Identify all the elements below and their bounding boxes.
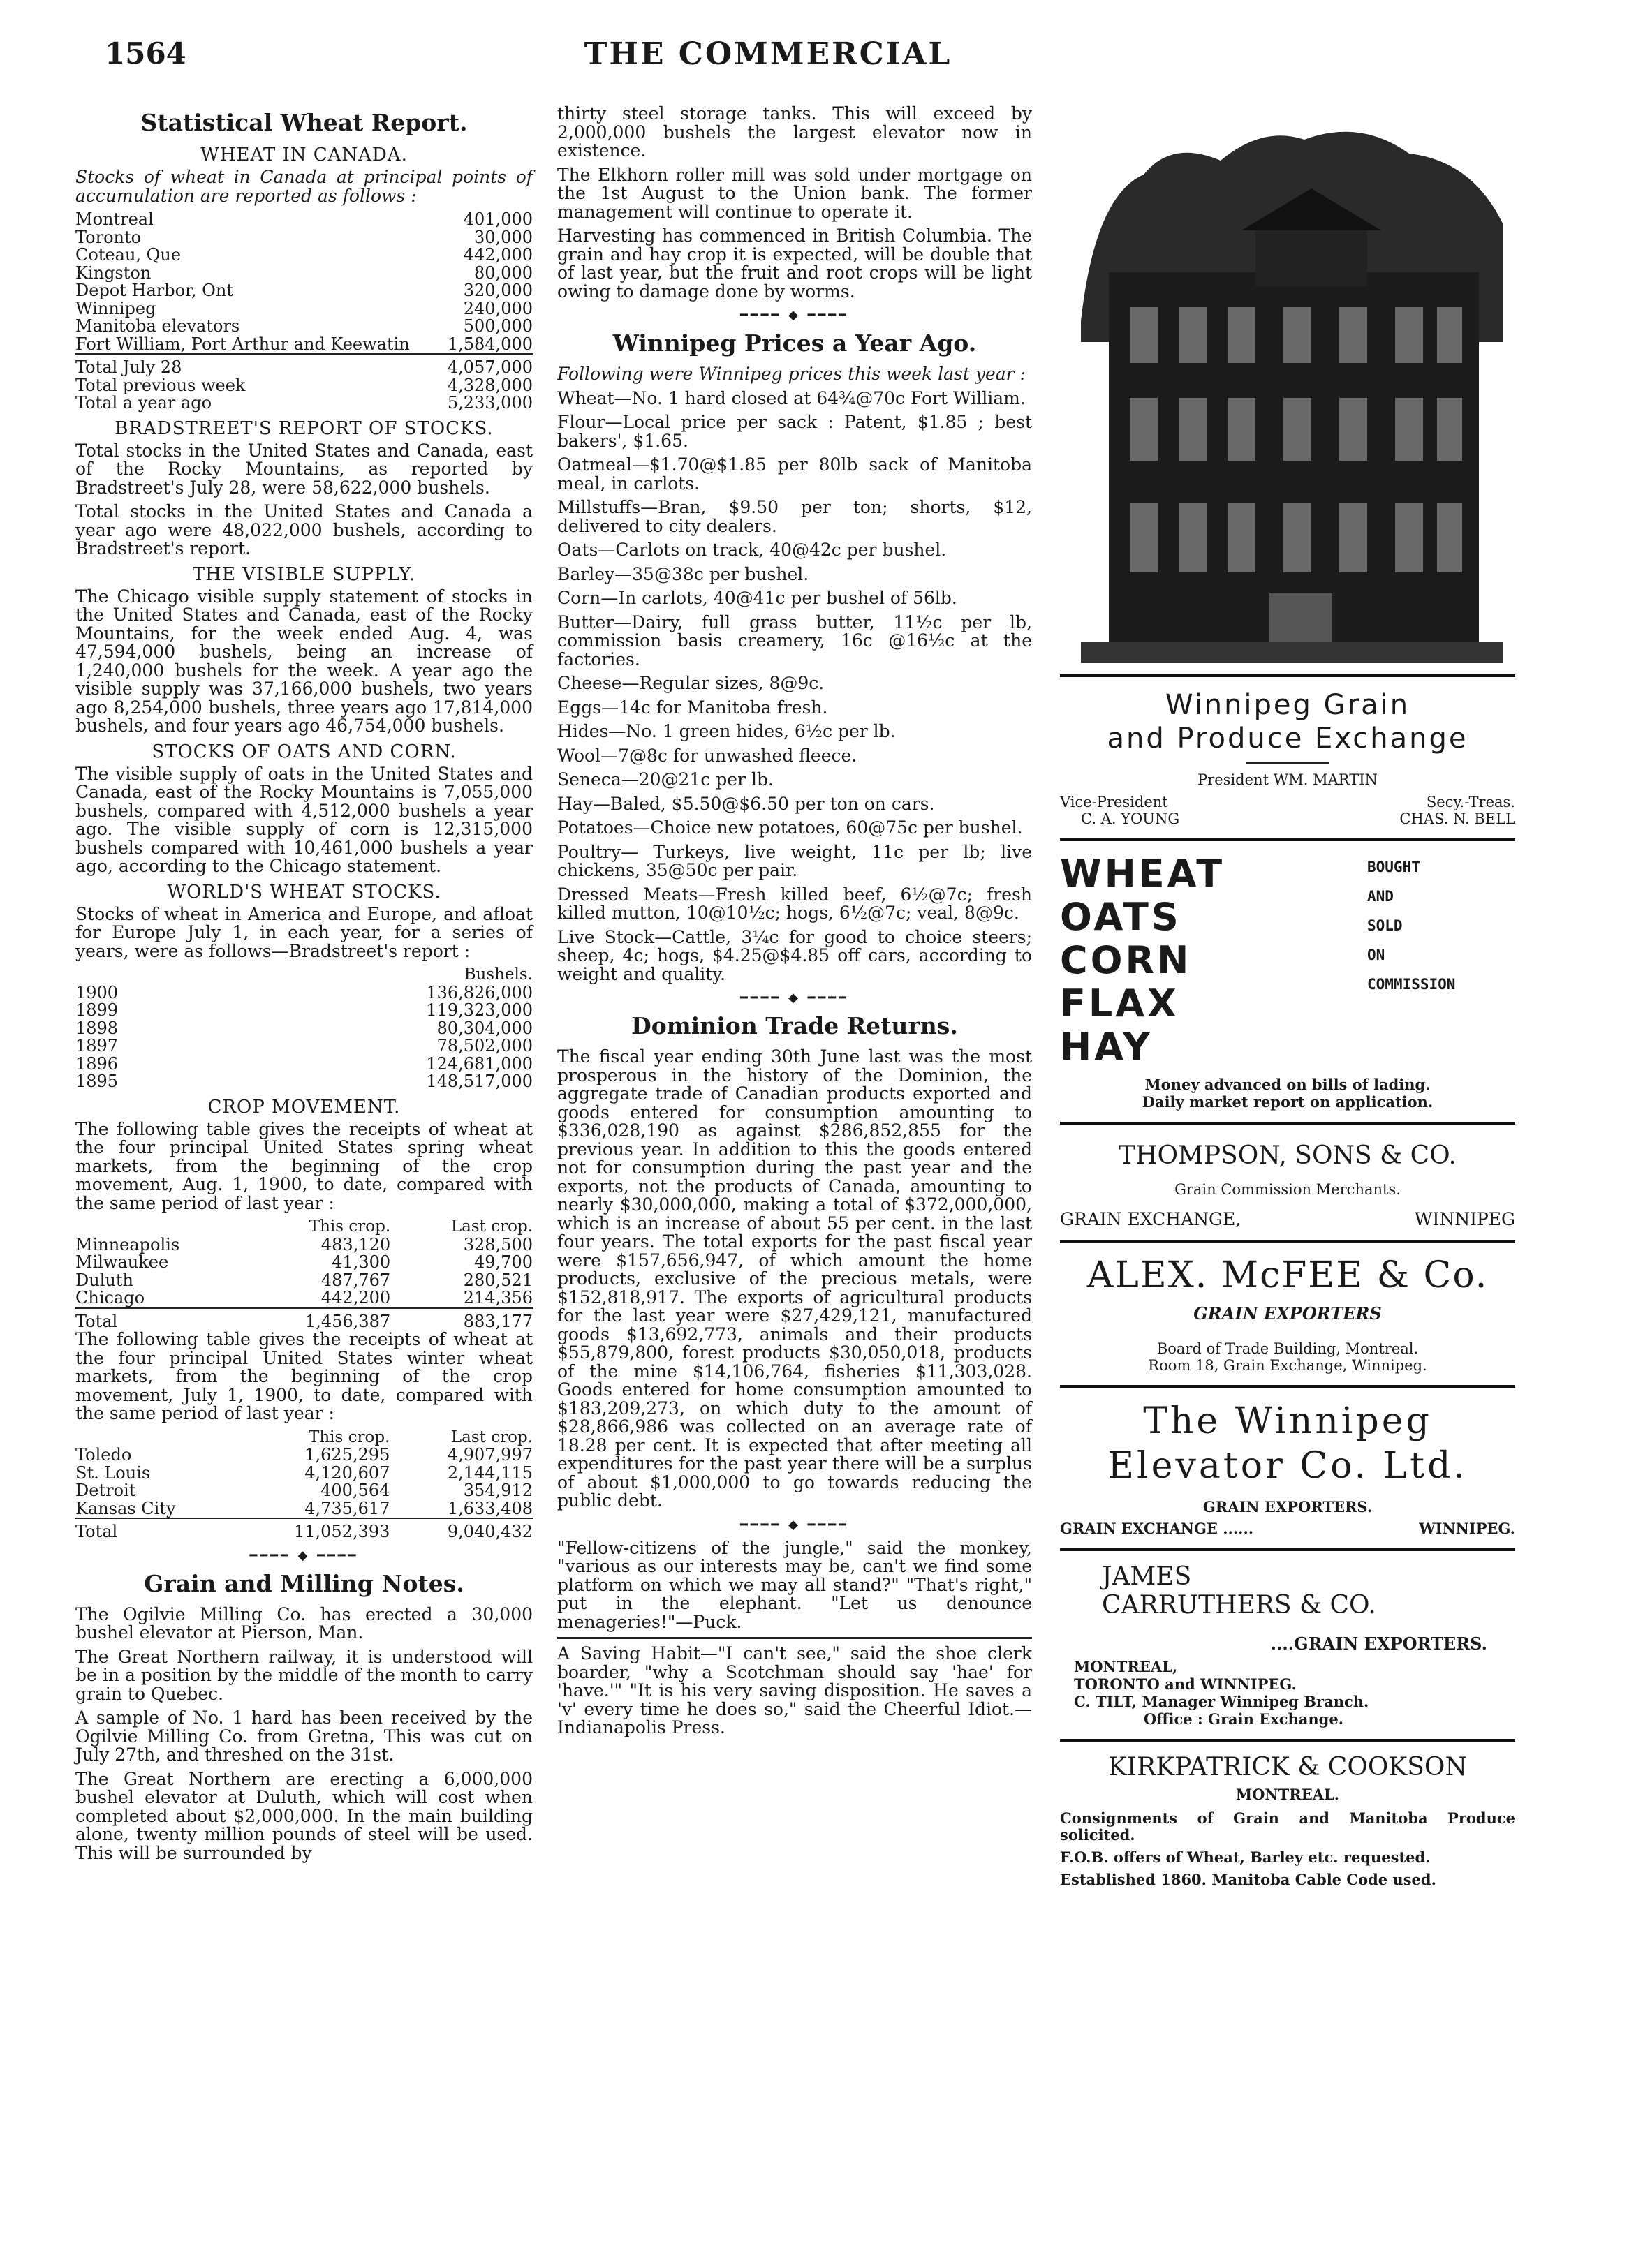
- price-item: Cheese—Regular sizes, 8@9c.: [557, 673, 825, 693]
- price-item: Oatmeal—$1.70@$1.85 per 80lb sack of Manitoba meal, in carlots.: [557, 454, 1032, 494]
- table-row: [75, 246, 533, 265]
- mcfee-line1: Board of Trade Building, Montreal.: [1156, 1340, 1419, 1357]
- grain-note-para: The Great Northern railway, it is understood will be in a position by the middle of the month to carry grain to Quebec.: [75, 1646, 533, 1704]
- row-label: 1900: [75, 984, 119, 1002]
- row-label: Kingston: [75, 264, 152, 282]
- row-value: 4,907,997: [447, 1445, 533, 1465]
- row-label: 1897: [75, 1037, 119, 1055]
- row-label: 1898: [75, 1019, 119, 1037]
- carruthers-mgr: C. TILT, Manager Winnipeg Branch.: [1074, 1693, 1369, 1710]
- wheat-canada-table: [75, 211, 533, 413]
- price-item: Wool—7@8c for unwashed fleece.: [557, 745, 857, 766]
- price-item: Millstuffs—Bran, $9.50 per ton; shorts, $12, delivered to city dealers.: [557, 497, 1032, 536]
- row-label: Total: [75, 1311, 118, 1331]
- oats-corn-para: The visible supply of oats in the United States and Canada, east of the Rocky Mountains is 7,055,000 bushels, compared with 4,512,000 bushels a year ago. The visible supply of corn is 12,315,000 bushels compared with 10,461,000 bushels a year ago, according to the Chicago statement.: [75, 763, 533, 876]
- carruthers-office: Office : Grain Exchange.: [1144, 1710, 1344, 1728]
- table-row: [75, 336, 533, 355]
- row-value: 442,200: [320, 1288, 391, 1307]
- carruthers-sub: ....GRAIN EXPORTERS.: [1270, 1633, 1487, 1654]
- row-value: 2,144,115: [447, 1462, 533, 1483]
- price-item: Oats—Carlots on track, 40@42c per bushel.: [557, 540, 947, 560]
- row-value: 1,584,000: [447, 334, 533, 354]
- elevator-right: WINNIPEG.: [1419, 1520, 1515, 1537]
- visible-supply-heading: THE VISIBLE SUPPLY.: [192, 563, 416, 585]
- worlds-stocks-intro: Stocks of wheat in America and Europe, and afloat for Europe July 1, in each year, for a series of years, were as follows—Bradstreet's report :: [75, 903, 533, 961]
- total-row: [75, 1308, 533, 1331]
- divider: [1246, 762, 1329, 764]
- exchange-ad: [1060, 688, 1515, 1111]
- row-label: Toronto: [75, 228, 142, 246]
- money-advanced: Money advanced on bills of lading.: [1144, 1076, 1431, 1093]
- worlds-stocks-table: [75, 966, 533, 1091]
- total-row: [75, 394, 533, 413]
- daily-report: Daily market report on application.: [1142, 1093, 1434, 1111]
- bought-word: COMMISSION: [1367, 976, 1456, 993]
- bought-sold-note: [1367, 852, 1455, 999]
- sec-name: CHAS. N. BELL: [1399, 810, 1515, 827]
- exchange-building-image: [1081, 112, 1503, 663]
- spring-table: [75, 1218, 533, 1331]
- table-header: [75, 1218, 533, 1236]
- table-row: [75, 282, 533, 300]
- row-label: Fort William, Port Arthur and Keewatin: [75, 334, 410, 354]
- row-value: 4,120,607: [304, 1462, 390, 1483]
- row-value: 214,356: [463, 1288, 533, 1307]
- kirkpatrick-l2: F.O.B. offers of Wheat, Barley etc. requested.: [1060, 1848, 1431, 1866]
- divider: [1060, 1240, 1515, 1243]
- mcfee-line2: Room 18, Grain Exchange, Winnipeg.: [1148, 1357, 1427, 1374]
- row-value: 1,633,408: [447, 1498, 533, 1518]
- row-value: 4,735,617: [304, 1498, 390, 1518]
- commodity-item: FLAX: [1060, 981, 1179, 1025]
- kirkpatrick-name: KIRKPATRICK & COOKSON: [1108, 1753, 1467, 1781]
- elevator-sub: GRAIN EXPORTERS.: [1202, 1498, 1373, 1515]
- exchange-president: President WM. MARTIN: [1197, 771, 1378, 788]
- row-label: Depot Harbor, Ont: [75, 282, 233, 300]
- saving-habit-anecdote: A Saving Habit—"I can't see," said the shoe clerk boarder, "why a Scotchman should say 'hae' for 'have.'" "It is his very saving disposition. He saves a 'v' every time he does so," said the Cheerful Idiot.—Indianapolis Press.: [557, 1643, 1032, 1737]
- table-row: [75, 211, 533, 229]
- row-label: Total July 28: [75, 357, 182, 377]
- total-row: [75, 354, 533, 377]
- elevator-left: GRAIN EXCHANGE ......: [1060, 1520, 1254, 1537]
- row-value: 442,000: [463, 245, 533, 265]
- table-row: [75, 300, 533, 318]
- row-value: 4,057,000: [447, 357, 533, 377]
- price-item: Flour—Local price per sack : Patent, $1.85 ; best bakers', $1.65.: [557, 412, 1032, 451]
- divider: [557, 1637, 1032, 1639]
- divider: [1060, 838, 1515, 841]
- price-item: Dressed Meats—Fresh killed beef, 6½@7c; fresh killed mutton, 10@10½c; hogs, 6½@7c; veal, 8@9c.: [557, 884, 1032, 923]
- table-row: [75, 1272, 533, 1290]
- sec-block: [1399, 794, 1515, 827]
- row-label: 1896: [75, 1055, 119, 1073]
- row-value: 11,052,393: [293, 1522, 390, 1541]
- total-row: [75, 1518, 533, 1541]
- divider: [1060, 1385, 1515, 1388]
- commodity-item: HAY: [1060, 1025, 1153, 1069]
- thompson-left: GRAIN EXCHANGE,: [1060, 1209, 1241, 1229]
- continued-para: thirty steel storage tanks. This will exceed by 2,000,000 bushels the largest elevator now in existence.: [557, 103, 1032, 161]
- commodity-item: WHEAT: [1060, 852, 1225, 896]
- winter-table: [75, 1429, 533, 1541]
- row-label: Total a year ago: [75, 394, 212, 413]
- grain-note-para: A sample of No. 1 hard has been received by the Ogilvie Milling Co. from Gretna, This was cut on July 27th, and threshed on the 31st.: [75, 1707, 533, 1765]
- vp-name: C. A. YOUNG: [1081, 810, 1180, 827]
- row-label: Milwaukee: [75, 1254, 169, 1272]
- section-separator: ━━━━ ◆ ━━━━: [740, 308, 849, 323]
- statistical-report-heading: Statistical Wheat Report.: [140, 109, 468, 136]
- row-value: 78,502,000: [436, 1036, 533, 1055]
- wheat-canada-heading: WHEAT IN CANADA.: [200, 144, 408, 165]
- grain-note-para: The Great Northern are erecting a 6,000,000 bushel elevator at Duluth, which will cost when completed about $2,000,000. In the main building alone, twenty million pounds of steel will be used. This will be surrounded by: [75, 1768, 533, 1863]
- page-header: [105, 36, 1431, 78]
- row-label: Total previous week: [75, 376, 246, 394]
- row-value: 483,120: [320, 1234, 391, 1254]
- row-value: 400,564: [320, 1481, 390, 1500]
- table-header: [75, 966, 533, 984]
- table-row: [75, 984, 533, 1002]
- row-value: 487,767: [320, 1270, 391, 1290]
- column-header: Bushels.: [464, 965, 533, 984]
- table-row: [75, 1037, 533, 1055]
- thompson-sub: Grain Commission Merchants.: [1174, 1181, 1401, 1198]
- table-row: [75, 1020, 533, 1038]
- table-row: [75, 1236, 533, 1254]
- row-label: Duluth: [75, 1271, 133, 1289]
- table-row: [75, 1289, 533, 1308]
- row-value: 4,328,000: [447, 375, 533, 395]
- row-value: 136,826,000: [426, 982, 533, 1002]
- row-value: 328,500: [463, 1234, 533, 1254]
- jungle-anecdote: "Fellow-citizens of the jungle," said the monkey, "various as our interests may be, can't we find some platform on which we may all stand?" "That's right," put in the elephant. "Let us denounce menageries!"—Puck.: [557, 1537, 1032, 1632]
- divider: [1060, 1548, 1515, 1551]
- kirkpatrick-l3: Established 1860. Manitoba Cable Code used.: [1060, 1871, 1436, 1888]
- dominion-trade-para: The fiscal year ending 30th June last was the most prosperous in the history of the Dominion, the aggregate trade of Canadian products exported and goods entered for consumption amounting to $336,028,190 as against $286,852,855 for the previous year. In addition to this the goods entered not for consumption during the past year and the exports, not the products of Canada, amounting to nearly $30,000,000, making a total of $372,000,000, which is an increase of about 55 per cent. in the last four years. The total exports for the past fiscal year were $157,656,947, of which amount the home products, exclusive of the precious metals, were $152,818,917. The exports of agricultural products for the last year were $27,429,121, manufactured goods $13,692,773, animals and their products $55,879,800, forest products $30,050,018, products of the mine $14,106,764, fisheries $11,303,028. Goods entered for home consumption amounted to $183,209,273, on which duty to the amount of $28,866,986 was collected on an average rate of 18.28 per cent. It is expected that after meeting all expenditures for the past year there will be a surplus of about $1,000,000 to go towards reducing the public debt.: [557, 1046, 1032, 1511]
- price-item: Seneca—20@21c per lb.: [557, 769, 774, 790]
- bradstreets-para-1: Total stocks in the United States and Canada, east of the Rocky Mountains, as reported by Bradstreet's July 28, were 58,622,000 bushels.: [75, 440, 533, 498]
- divider: [1060, 1122, 1515, 1125]
- table-row: [75, 1500, 533, 1519]
- section-separator: ━━━━ ◆ ━━━━: [740, 991, 849, 1005]
- exchange-title-line-1: Winnipeg Grain: [1165, 689, 1410, 721]
- row-value: 883,177: [463, 1311, 533, 1331]
- row-value: 320,000: [463, 281, 533, 300]
- bought-word: BOUGHT: [1367, 859, 1420, 875]
- price-item: Live Stock—Cattle, 3¼c for good to choice steers; sheep, 4c; hogs, $4.25@$4.85 off cars, according to weight and quality.: [557, 926, 1032, 984]
- row-label: Coteau, Que: [75, 246, 182, 265]
- row-label: St. Louis: [75, 1464, 151, 1482]
- grain-note-para: The Ogilvie Milling Co. has erected a 30,000 bushel elevator at Pierson, Man.: [75, 1603, 533, 1643]
- row-label: Kansas City: [75, 1499, 176, 1518]
- exchange-title-line-2: and Produce Exchange: [1107, 722, 1468, 755]
- divider: [1060, 1739, 1515, 1742]
- row-label: Detroit: [75, 1482, 136, 1500]
- total-row: [75, 377, 533, 395]
- column-2: [557, 105, 1032, 1743]
- table-row: [75, 1073, 533, 1091]
- thompson-right: WINNIPEG: [1414, 1209, 1515, 1229]
- kirkpatrick-ad: [1060, 1753, 1515, 1888]
- table-row: [75, 265, 533, 283]
- oats-corn-heading: STOCKS OF OATS AND CORN.: [152, 741, 457, 762]
- price-item: Butter—Dairy, full grass butter, 11½c per lb, commission basis creamery, 16c @16½c at the factories.: [557, 612, 1032, 669]
- mcfee-sub: GRAIN EXPORTERS: [1193, 1303, 1382, 1324]
- dominion-trade-heading: Dominion Trade Returns.: [631, 1012, 958, 1039]
- thompson-ad: [1060, 1141, 1515, 1229]
- row-value: 354,912: [463, 1481, 533, 1500]
- row-value: 49,700: [474, 1252, 533, 1272]
- table-row: [75, 1482, 533, 1500]
- row-value: 148,517,000: [426, 1072, 533, 1091]
- carruthers-l2: CARRUTHERS & CO.: [1102, 1591, 1376, 1620]
- bradstreets-para-2: Total stocks in the United States and Canada a year ago were 48,022,000 bushels, according to Bradstreet's report.: [75, 501, 533, 558]
- bought-word: ON: [1367, 947, 1385, 963]
- bradstreets-heading: BRADSTREET'S REPORT OF STOCKS.: [115, 417, 494, 439]
- row-label: Toledo: [75, 1446, 132, 1465]
- row-value: 119,323,000: [426, 1000, 533, 1020]
- row-value: 401,000: [463, 209, 533, 229]
- kirkpatrick-l1: Consignments of Grain and Manitoba Produce solicited.: [1060, 1809, 1515, 1844]
- carruthers-ad: [1060, 1562, 1515, 1728]
- price-item: Hides—No. 1 green hides, 6½c per lb.: [557, 721, 896, 741]
- commodity-item: OATS: [1060, 895, 1181, 939]
- row-label: Chicago: [75, 1289, 145, 1307]
- table-row: [75, 1465, 533, 1483]
- section-separator: ━━━━ ◆ ━━━━: [740, 1517, 849, 1532]
- commodities-block: [1060, 852, 1515, 1076]
- row-value: 30,000: [474, 227, 533, 247]
- row-value: 240,000: [463, 298, 533, 318]
- prices-intro: Following were Winnipeg prices this week last year :: [557, 364, 1026, 384]
- sec-label: Secy.-Treas.: [1426, 794, 1515, 810]
- price-item: Wheat—No. 1 hard closed at 64¾@70c Fort William.: [557, 387, 1026, 408]
- mcfee-name: ALEX. McFEE & Co.: [1086, 1254, 1489, 1296]
- elevator-title-1: The Winnipeg: [1143, 1400, 1432, 1442]
- carruthers-l1: JAMES: [1102, 1562, 1192, 1591]
- row-value: 280,521: [463, 1270, 533, 1290]
- commodity-item: CORN: [1060, 938, 1192, 982]
- vp-label: Vice-President: [1060, 794, 1168, 810]
- bought-word: AND: [1367, 888, 1394, 905]
- column-header: This crop.: [309, 1428, 390, 1446]
- vp-block: [1060, 794, 1179, 827]
- column-header: Last crop.: [450, 1428, 533, 1446]
- row-label: Manitoba elevators: [75, 318, 240, 336]
- row-label: Montreal: [75, 211, 154, 229]
- table-header: [75, 1429, 533, 1447]
- winter-intro: The following table gives the receipts of wheat at the four principal United States winter wheat markets, from the beginning of the crop movement, July 1, 1900, to date, compared with the same period of last year :: [75, 1329, 533, 1423]
- column-1: [75, 105, 533, 1868]
- carruthers-loc1: MONTREAL,: [1074, 1658, 1178, 1675]
- row-value: 124,681,000: [426, 1053, 533, 1074]
- row-label: Minneapolis: [75, 1236, 180, 1254]
- divider: [1060, 674, 1515, 677]
- price-item: Barley—35@38c per bushel.: [557, 563, 809, 584]
- continued-para: Harvesting has commenced in British Columbia. The grain and hay crop it is expected, will be double that of last year, but the fruit and root crops will be light owing to damage done by worms.: [557, 225, 1032, 302]
- row-value: 41,300: [332, 1252, 391, 1272]
- kirkpatrick-city: MONTREAL.: [1235, 1786, 1340, 1803]
- worlds-stocks-heading: WORLD'S WHEAT STOCKS.: [167, 881, 441, 903]
- price-item: Corn—In carlots, 40@41c per bushel of 56lb.: [557, 588, 957, 608]
- crop-movement-heading: CROP MOVEMENT.: [207, 1096, 401, 1118]
- row-label: Total: [75, 1522, 118, 1541]
- row-value: 500,000: [463, 316, 533, 336]
- price-item: Hay—Baled, $5.50@$6.50 per ton on cars.: [557, 793, 935, 814]
- column-header: Last crop.: [450, 1217, 533, 1236]
- table-row: [75, 1002, 533, 1020]
- section-separator: ━━━━ ◆ ━━━━: [249, 1548, 359, 1563]
- table-row: [75, 1055, 533, 1074]
- price-item: Potatoes—Choice new potatoes, 60@75c per bushel.: [557, 817, 1023, 838]
- elevator-ad: [1060, 1399, 1515, 1537]
- carruthers-loc2: TORONTO and WINNIPEG.: [1074, 1675, 1297, 1693]
- price-item: Eggs—14c for Manitoba fresh.: [557, 697, 828, 718]
- table-row: [75, 1446, 533, 1465]
- continued-para: The Elkhorn roller mill was sold under mortgage on the 1st August to the Union bank. The former management will continue to operate it.: [557, 164, 1032, 222]
- row-value: 5,233,000: [447, 393, 533, 413]
- wheat-canada-intro: Stocks of wheat in Canada at principal points of accumulation are reported as follows :: [75, 167, 533, 206]
- publication-title: THE COMMERCIAL: [584, 36, 952, 72]
- table-row: [75, 318, 533, 336]
- table-row: [75, 229, 533, 247]
- spring-intro: The following table gives the receipts of wheat at the four principal United States spring wheat markets, from the beginning of the crop movement, Aug. 1, 1900, to date, compared with the same period of last year :: [75, 1118, 533, 1213]
- row-label: 1895: [75, 1073, 119, 1091]
- column-3-ads: [1060, 105, 1515, 1894]
- visible-supply-para: The Chicago visible supply statement of stocks in the United States and Canada, east of the Rocky Mountains, for the week ended Aug. 4, was 47,594,000 bushels, being an increase of 1,240,000 bushels for the week. A year ago the visible supply was 37,166,000 bushels, two years ago 8,254,000 bushels, three years ago 17,814,000 bushels, and four years ago 46,754,000 bushels.: [75, 586, 533, 736]
- row-value: 9,040,432: [447, 1522, 533, 1541]
- mcfee-ad: [1060, 1254, 1515, 1374]
- bought-word: SOLD: [1367, 917, 1403, 934]
- grain-notes-heading: Grain and Milling Notes.: [144, 1569, 464, 1597]
- table-row: [75, 1254, 533, 1272]
- elevator-title-2: Elevator Co. Ltd.: [1107, 1445, 1468, 1487]
- row-label: 1899: [75, 1002, 119, 1020]
- row-value: 1,625,295: [304, 1445, 390, 1465]
- row-label: Winnipeg: [75, 299, 156, 318]
- price-item: Poultry— Turkeys, live weight, 11c per lb; live chickens, 35@50c per pair.: [557, 841, 1032, 880]
- row-value: 1,456,387: [304, 1311, 391, 1331]
- thompson-name: THOMPSON, SONS & CO.: [1119, 1141, 1457, 1170]
- page-number: 1564: [105, 36, 186, 71]
- row-value: 80,304,000: [436, 1018, 533, 1038]
- column-header: This crop.: [309, 1217, 391, 1236]
- building-illustration: [1081, 112, 1503, 663]
- winnipeg-prices-heading: Winnipeg Prices a Year Ago.: [612, 329, 977, 357]
- row-value: 80,000: [474, 262, 533, 283]
